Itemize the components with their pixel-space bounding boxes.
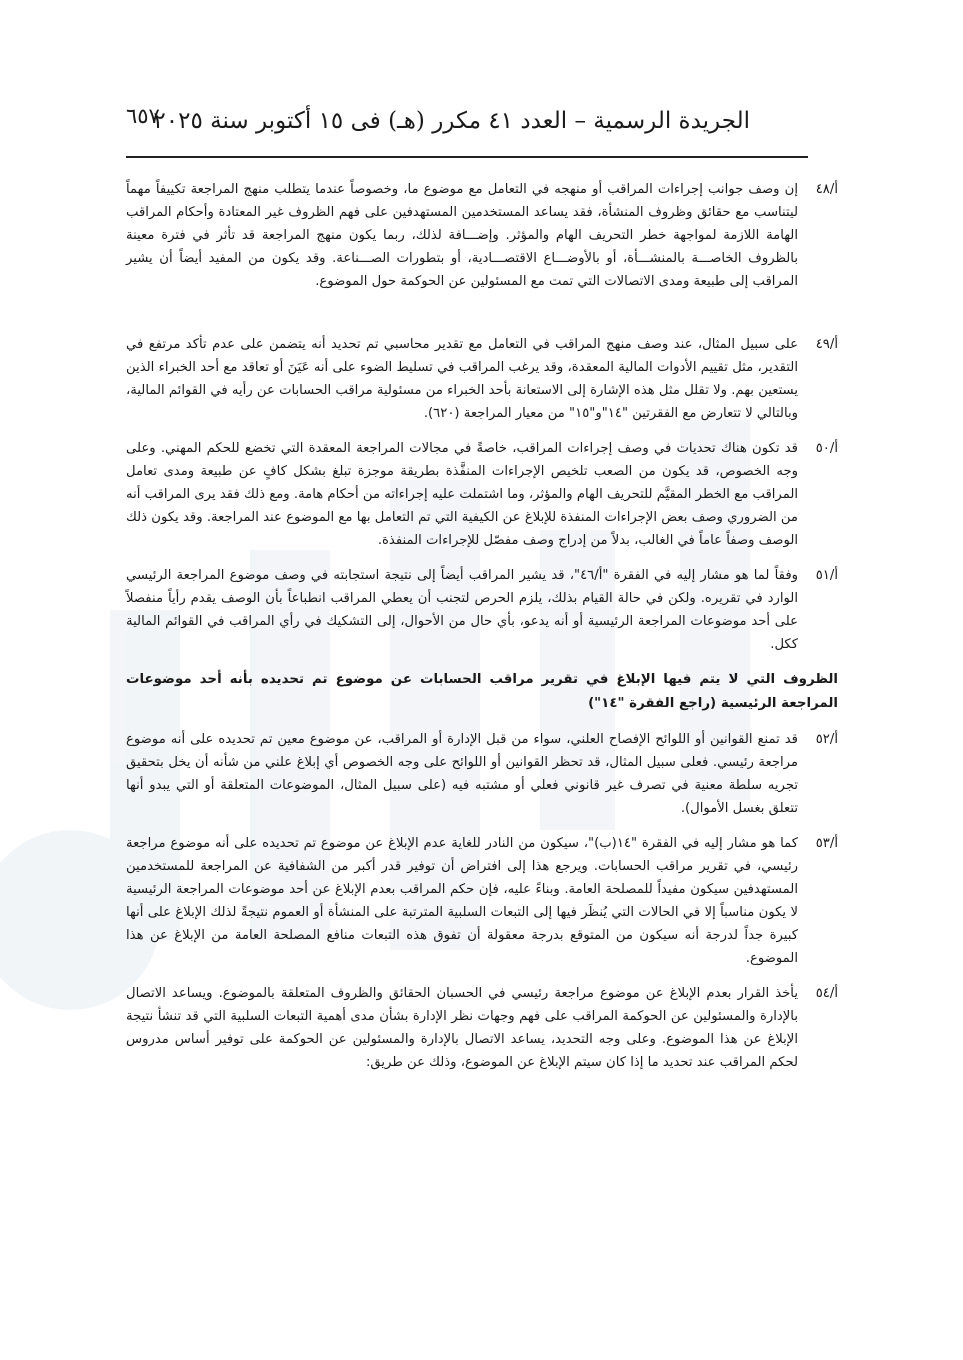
paragraph-text: قد تكون هناك تحديات في وصف إجراءات المراقب، خاصةً في مجالات المراجعة المعقدة التي تخضع للحكم المهني. وعلى وجه الخصوص، قد يكون من الصعب تلخيص الإجراءات المنفَّذة بطريقة موجزة تبلغ بشكل كافٍ عن طبيعة ومدى تعامل المراقب مع الخطر المقيَّم للتحريف الهام والمؤثر، وما اشتملت عليه إجراءاته من أحكام هامة. ومع ذلك فقد يرى المراقب أنه من الضروري وصف بعض الإجراءات المنفذة للإبلاغ عن الكيفية التي تم التعامل بها مع الموضوع عند المراجعة. وقد يكون ذلك الوصف وصفاً عاماً في الغالب، بدلاً من إدراج وصف مفصّل للإجراءات المنفذة. — [126, 441, 798, 548]
paragraph-a53 — [126, 832, 838, 970]
header-divider — [126, 156, 808, 158]
paragraph-number: أ/٤٩ — [815, 337, 838, 352]
page-header — [120, 104, 750, 148]
section-heading: الظروف التي لا يتم فيها الإبلاغ في تقرير مراقب الحسابات عن موضوع تم تحديده بأنه أحد موضوعات المراجعة الرئيسية (راجع الفقرة "١٤") — [126, 672, 838, 711]
paragraph-a49 — [126, 333, 838, 425]
paragraph-text: وفقاً لما هو مشار إليه في الفقرة "أ/٤٦"، قد يشير المراقب أيضاً إلى نتيجة استجابته في وصف موضوع المراجعة الرئيسي الوارد في تقريره. ولكن في حالة القيام بذلك، يلزم الحرص لتجنب أن يعطي المراقب انطباعاً بأن الوصف يقدم رأياً منفصلاً على أحد موضوعات المراجعة الرئيسية أو أنه يدعو، بأي حال من الأحوال، إلى التشكيك في رأي المراقب في القوائم المالية ككل. — [126, 568, 798, 652]
paragraph-number: أ/٥٤ — [815, 986, 838, 1001]
paragraph-number: أ/٥٠ — [815, 441, 838, 456]
paragraph-number: أ/٤٨ — [815, 182, 838, 197]
paragraph-a48 — [126, 178, 838, 293]
paragraph-text: كما هو مشار إليه في الفقرة "١٤(ب)"، سيكون من النادر للغاية عدم الإبلاغ عن موضوع تم تحديده على أنه موضوع مراجعة رئيسي، في تقرير مراقب الحسابات. ويرجع هذا إلى افتراض أن توفير قدر أكبر من الشفافية عن المراجعة للمستخدمين المستهدفين سيكون مفيداً للمصلحة العامة. وبناءً عليه، فإن حكم المراقب بعدم الإبلاغ عن أحد موضوعات المراجعة الرئيسية لا يكون مناسباً إلا في الحالات التي يُنظَر فيها إلى التبعات السلبية المترتبة على المنشأة أو العموم نتيجةً لذلك الإبلاغ على أنها كبيرة جداً لدرجة أنه سيكون من المتوقع بدرجة معقولة أن تفوق هذه التبعات منافع المصلحة العامة من الإبلاغ عن هذا الموضوع. — [126, 836, 798, 966]
paragraph-text: على سبيل المثال، عند وصف منهج المراقب في التعامل مع تقدير محاسبي تم تحديد أنه يتضمن على عدم تأكد مرتفع في التقدير، مثل تقييم الأدوات المالية المعقدة، وقد يرغب المراقب في تسليط الضوء على أنه عَيَنَ أو تعاقد مع أحد الخبراء الذين يستعين بهم. ولا تقلل مثل هذه الإشارة إلى الاستعانة بأحد الخبراء من مسئولية مراقب الحسابات عن رأيه في القوائم المالية، وبالتالي لا تتعارض مع الفقرتين "١٤"و"١٥" من معيار المراجعة (٦٢٠). — [126, 337, 798, 421]
paragraph-text: قد تمنع القوانين أو اللوائح الإفصاح العلني، سواء من قبل الإدارة أو المراقب، عن موضوع معين تم تحديده على أنه موضوع مراجعة رئيسي. فعلى سبيل المثال، قد تحظر القوانين أو اللوائح على وجه الخصوص أي إبلاغ علني من شأنه أن يخل بتحقيق تجريه سلطة معنية في تصرف غير قانوني فعلي أو مشتبه فيه (على سبيل المثال، الموضوعات المتعلقة أو التي يبدو أنها تتعلق بغسل الأموال). — [126, 732, 798, 816]
paragraph-text: يأخذ القرار بعدم الإبلاغ عن موضوع مراجعة رئيسي في الحسبان الحقائق والظروف المتعلقة بالموضوع. ويساعد الاتصال بالإدارة والمسئولين عن الحوكمة المراقب على فهم وجهات نظر الإدارة بشأن مدى أهمية التبعات السلبية التي قد تنشأ نتيجة الإبلاغ عن هذا الموضوع. وعلى وجه التحديد، يساعد الاتصال بالإدارة والمسئولين عن الحوكمة على توفير أساس مدروس لحكم المراقب عند تحديد ما إذا كان سيتم الإبلاغ عن الموضوع، وذلك عن طريق: — [126, 986, 798, 1070]
paragraph-text: إن وصف جوانب إجراءات المراقب أو منهجه في التعامل مع موضوع ما، وخصوصاً عندما يتطلب منهج المراجعة تكييفاً مهماً ليتناسب مع حقائق وظروف المنشأة، فقد يساعد المستخدمين المستهدفين على فهم الظروف غير المعتادة وأحكام المراقب الهامة اللازمة لمواجهة خطر التحريف الهام والمؤثر. وإضـــافة لذلك، ربما يكون منهج المراجعة قد تأثر في فترة معينة بالظروف الخاصـــة بالمنشـــأة، أو بالأوضـــاع الاقتصـــادية، أو بتطورات الصـــناعة. وقد يكون من المفيد أيضاً أن يشير المراقب إلى طبيعة ومدى الاتصالات التي تمت مع المسئولين عن الحوكمة حول الموضوع. — [126, 182, 798, 289]
paragraph-a52 — [126, 728, 838, 820]
paragraph-number: أ/٥٢ — [815, 732, 838, 747]
paragraph-number: أ/٥٣ — [815, 836, 838, 851]
paragraph-number: أ/٥١ — [815, 568, 838, 583]
document-body — [126, 178, 838, 1086]
paragraph-a51 — [126, 564, 838, 656]
paragraph-a54 — [126, 982, 838, 1074]
gazette-title: الجريدة الرسمية – العدد ٤١ مكرر (هـ) فى ١٥ أكتوبر سنة ٢٠٢٥ — [153, 108, 750, 134]
paragraph-a50 — [126, 437, 838, 552]
page-number: ٦٥٧ — [126, 104, 160, 128]
